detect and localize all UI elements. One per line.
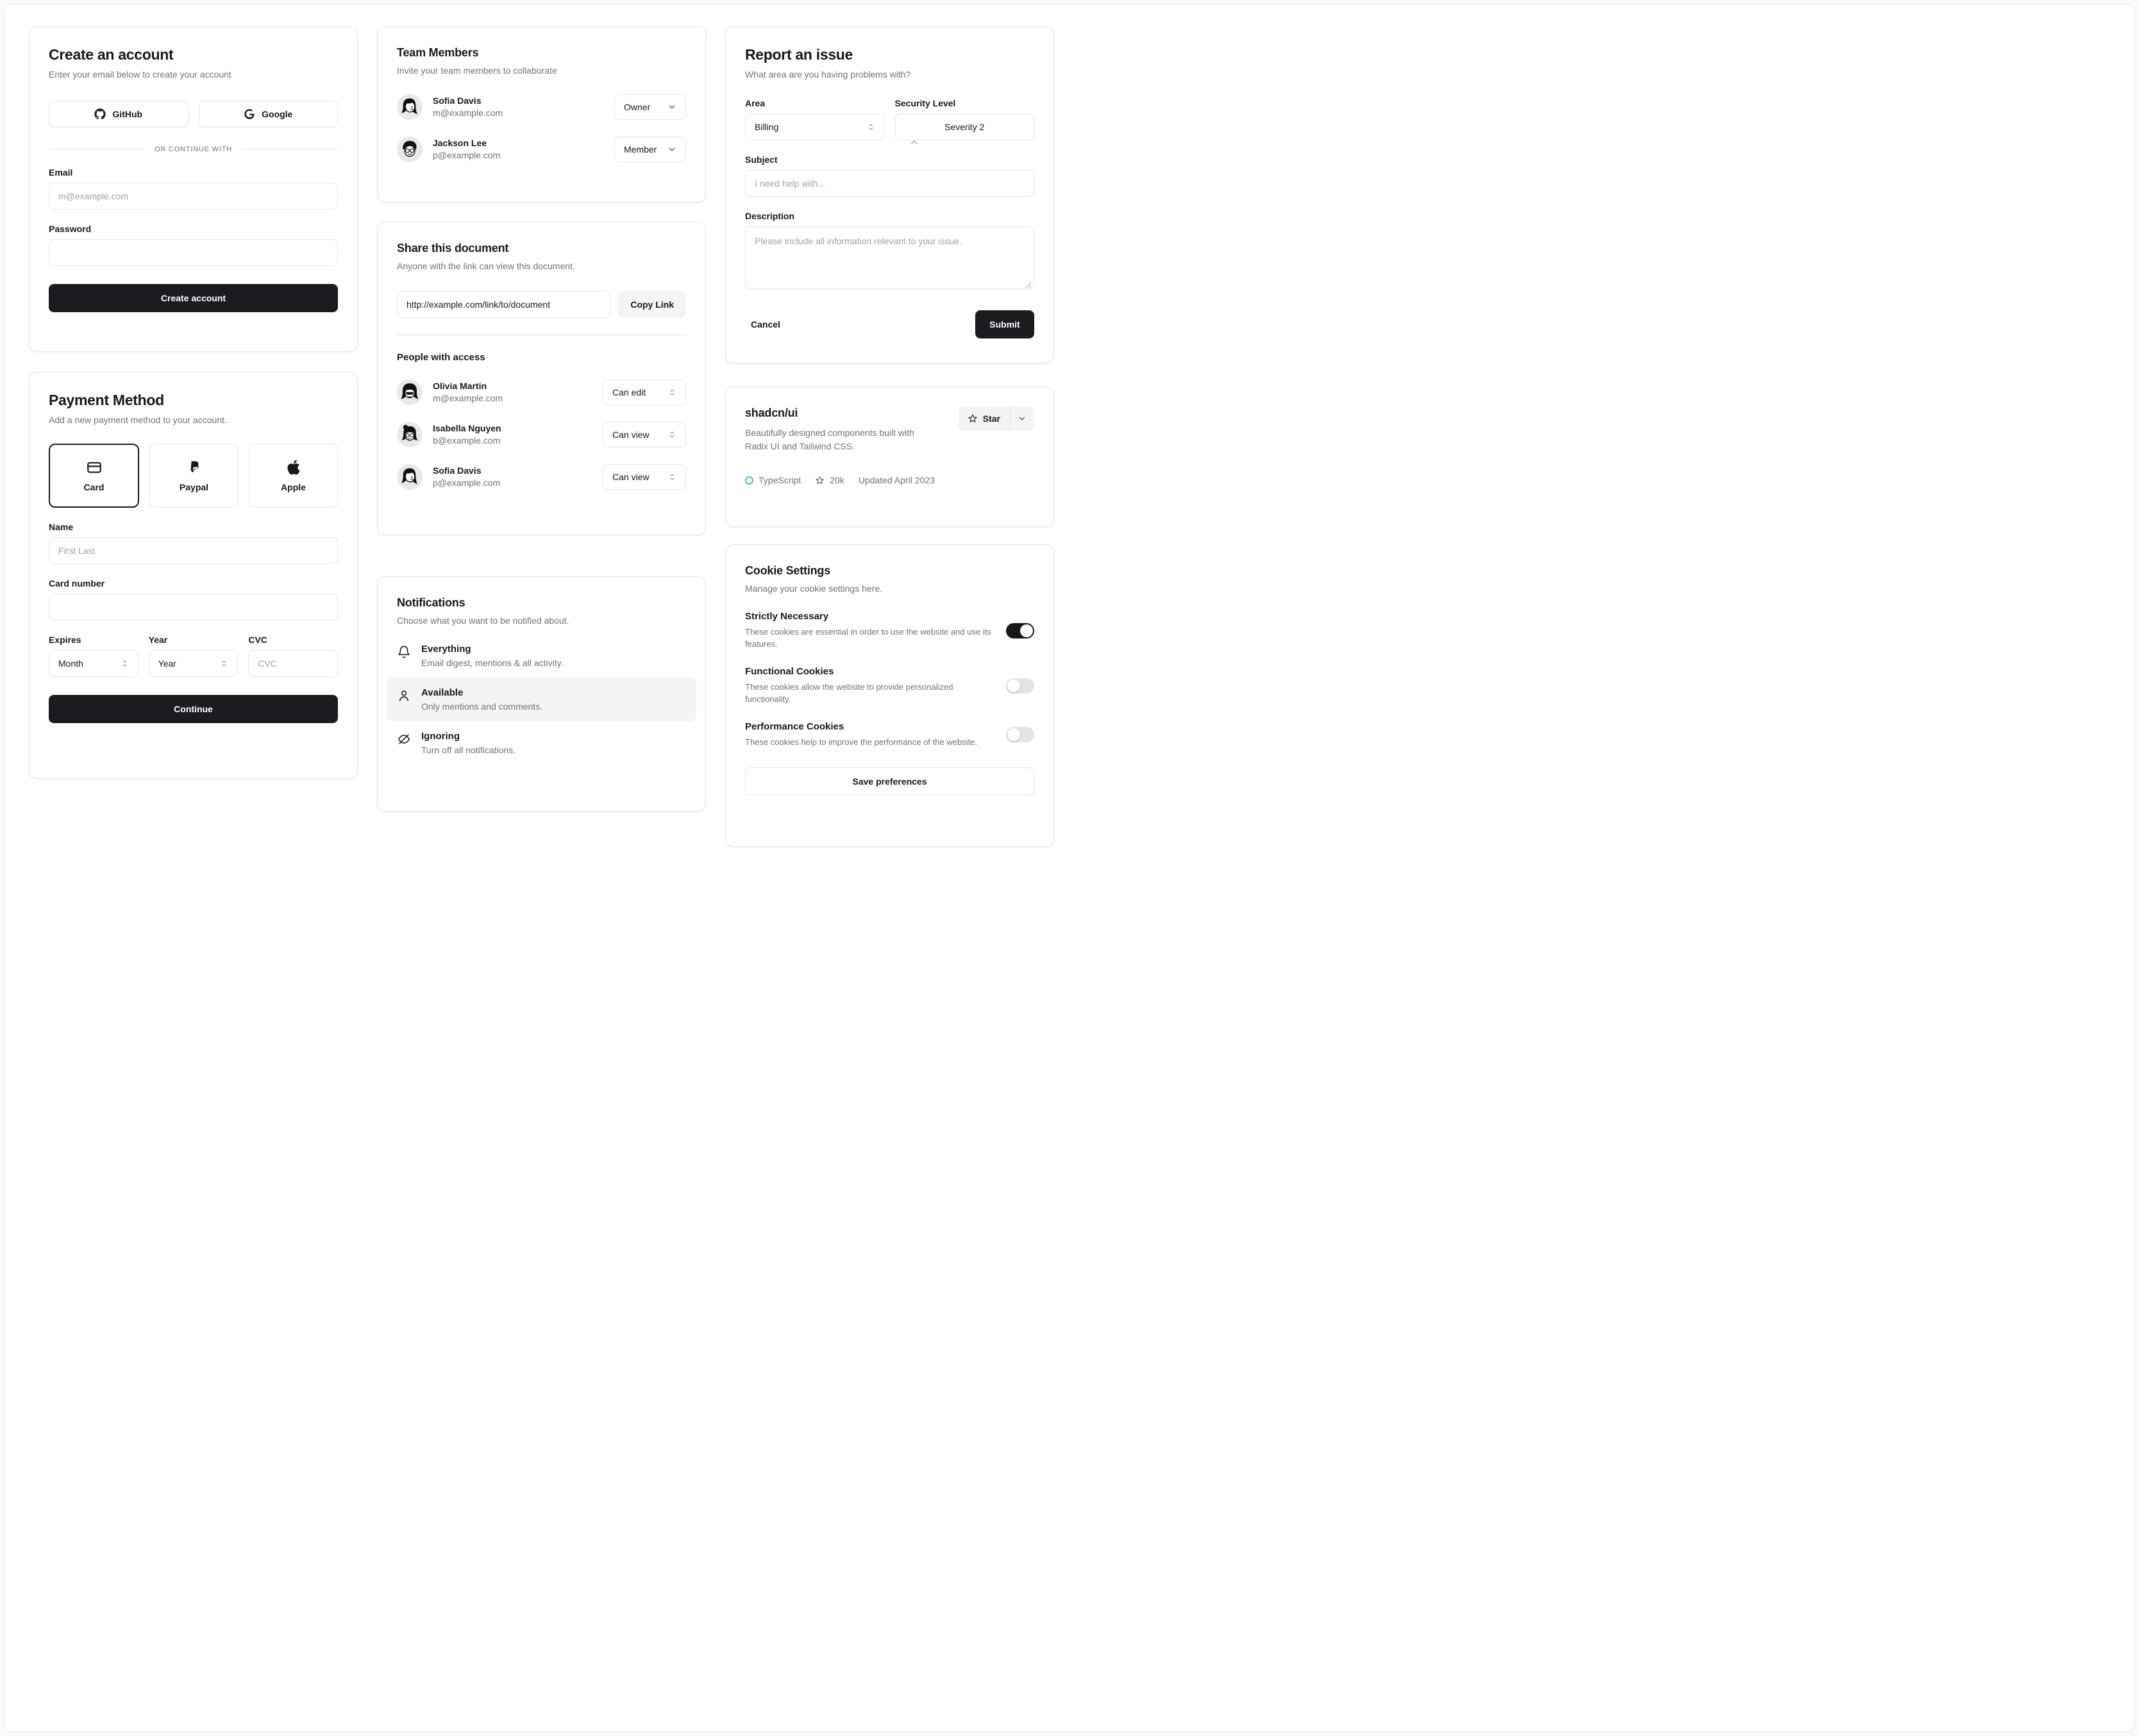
submit-button[interactable]: Submit <box>975 310 1034 338</box>
cvc-label: CVC <box>248 634 267 645</box>
eye-off-icon <box>397 732 411 746</box>
team-member-row <box>397 94 686 120</box>
access-person-row <box>397 422 686 447</box>
payment-option-label: Card <box>83 481 105 492</box>
chevron-updown-icon <box>867 122 875 131</box>
subject-label: Subject <box>745 154 778 165</box>
permission-value: Can view <box>612 429 650 440</box>
chevron-down-icon <box>667 145 676 154</box>
password-field[interactable] <box>49 239 338 266</box>
access-person-row <box>397 380 686 405</box>
description-field[interactable] <box>745 226 1034 289</box>
card-title: Create an account <box>49 46 174 63</box>
toggle-knob <box>1020 624 1033 637</box>
repo-stars <box>815 475 844 485</box>
card-subtitle: Choose what you want to be notified about. <box>397 615 569 626</box>
functional-cookies-toggle[interactable] <box>1006 678 1034 694</box>
permission-select[interactable] <box>603 380 686 405</box>
star-button[interactable] <box>959 413 1009 424</box>
report-issue-card <box>725 26 1054 363</box>
cvc-field[interactable] <box>248 650 338 677</box>
email-field[interactable] <box>49 183 338 210</box>
team-member-row <box>397 137 686 162</box>
card-title: Notifications <box>397 596 466 609</box>
security-level-label: Security Level <box>894 97 956 108</box>
security-level-select[interactable] <box>895 113 1035 140</box>
repo-card <box>725 387 1054 527</box>
repo-updated: Updated April 2023 <box>858 475 935 485</box>
strictly-necessary-toggle[interactable] <box>1006 623 1034 638</box>
card-subtitle: Anyone with the link can view this document. <box>397 261 575 271</box>
star-icon <box>968 413 978 424</box>
payment-option-apple[interactable] <box>249 444 338 508</box>
save-preferences-button[interactable]: Save preferences <box>745 767 1034 796</box>
member-email: m@example.com <box>433 108 503 119</box>
person-name: Isabella Nguyen <box>433 423 501 434</box>
role-value: Member <box>624 144 657 154</box>
year-label: Year <box>148 634 168 645</box>
payment-option-paypal[interactable] <box>149 444 239 508</box>
option-label: Available <box>421 687 464 698</box>
chevron-updown-icon <box>121 659 129 668</box>
google-button[interactable] <box>199 101 339 128</box>
permission-select[interactable] <box>603 464 686 490</box>
avatar <box>397 94 423 120</box>
payment-option-card[interactable] <box>49 444 139 508</box>
area-select[interactable] <box>745 113 885 140</box>
payment-option-label: Apple <box>281 481 306 492</box>
expires-label: Expires <box>49 634 81 645</box>
access-person-row <box>397 464 686 490</box>
avatar <box>397 137 423 162</box>
member-name: Sofia Davis <box>433 96 482 106</box>
repo-language-label: TypeScript <box>759 475 801 485</box>
credit-card-icon <box>86 459 103 476</box>
chevron-updown-icon <box>668 430 676 439</box>
cookie-setting-row <box>745 611 1034 651</box>
github-button-label: GitHub <box>112 108 143 119</box>
github-button[interactable] <box>49 101 189 128</box>
typescript-language-dot <box>745 476 753 485</box>
create-account-button[interactable]: Create account <box>49 284 338 312</box>
toggle-knob <box>1007 728 1020 741</box>
cookie-setting-row <box>745 721 1034 749</box>
permission-value: Can view <box>612 471 650 482</box>
github-icon <box>94 108 106 120</box>
repo-title: shadcn/ui <box>745 406 798 419</box>
card-subtitle: Add a new payment method to your account. <box>49 415 227 425</box>
option-description: Only mentions and comments. <box>421 701 543 712</box>
subject-field[interactable] <box>745 170 1034 197</box>
cookie-label: Strictly Necessary <box>745 610 829 622</box>
repo-description: Beautifully designed components built with Radix UI and Tailwind CSS. <box>745 428 914 451</box>
or-divider <box>49 146 338 153</box>
team-members-card <box>377 26 706 203</box>
security-level-value: Severity 2 <box>944 121 985 132</box>
payment-method-card <box>29 372 358 779</box>
cookie-setting-row <box>745 666 1034 706</box>
share-link-input[interactable] <box>397 291 610 318</box>
chevron-updown-icon <box>668 388 676 397</box>
card-number-field[interactable] <box>49 594 338 621</box>
card-title: Team Members <box>397 46 479 59</box>
notification-option-ignoring[interactable] <box>387 721 696 765</box>
page-container <box>4 4 2135 1732</box>
chevron-down-icon <box>1018 414 1027 423</box>
apple-icon <box>287 459 301 476</box>
google-button-label: Google <box>262 108 293 119</box>
card-title: Cookie Settings <box>745 564 831 577</box>
continue-button[interactable]: Continue <box>49 695 338 723</box>
cookie-description: These cookies allow the website to provide personalized functionality. <box>745 681 953 705</box>
chevron-down-icon <box>667 103 676 112</box>
repo-language <box>745 475 801 485</box>
expires-month-select[interactable] <box>49 650 138 677</box>
option-description: Turn off all notifications. <box>421 744 516 755</box>
chevron-updown-icon <box>668 472 676 481</box>
member-email: p@example.com <box>433 150 501 161</box>
notification-option-everything[interactable] <box>387 634 696 678</box>
repo-stars-count: 20k <box>830 475 844 485</box>
cookie-settings-card <box>725 544 1054 847</box>
person-name: Olivia Martin <box>433 381 487 392</box>
star-dropdown-button[interactable] <box>1010 414 1034 423</box>
paypal-icon <box>187 459 202 476</box>
card-subtitle: What area are you having problems with? <box>745 69 911 79</box>
person-email: p@example.com <box>433 478 501 488</box>
google-icon <box>244 108 255 120</box>
person-email: m@example.com <box>433 393 503 404</box>
person-email: b@example.com <box>433 435 501 446</box>
card-title: Payment Method <box>49 392 164 408</box>
people-with-access-label: People with access <box>397 351 485 363</box>
card-subtitle: Invite your team members to collaborate <box>397 65 557 76</box>
bell-icon <box>397 645 411 659</box>
scroll-up-icon <box>910 139 919 145</box>
option-label: Ignoring <box>421 730 460 742</box>
year-select[interactable] <box>149 650 239 677</box>
notifications-card <box>377 576 706 812</box>
name-field[interactable] <box>49 537 338 564</box>
cookie-label: Performance Cookies <box>745 721 844 732</box>
copy-link-button[interactable]: Copy Link <box>618 291 686 318</box>
performance-cookies-toggle[interactable] <box>1006 727 1034 742</box>
notification-option-available[interactable] <box>387 678 696 721</box>
or-divider-label: OR CONTINUE WITH <box>155 145 232 153</box>
expires-month-value: Month <box>58 658 83 669</box>
description-label: Description <box>745 210 795 221</box>
cookie-description: These cookies are essential in order to use the website and use its features. <box>745 626 991 649</box>
star-button-label: Star <box>982 413 1000 424</box>
chevron-updown-icon <box>220 659 228 668</box>
role-select[interactable] <box>614 137 686 162</box>
password-label: Password <box>49 223 92 234</box>
person-name: Sofia Davis <box>433 465 482 476</box>
avatar <box>397 380 423 405</box>
option-label: Everything <box>421 643 471 655</box>
avatar <box>397 422 423 447</box>
member-name: Jackson Lee <box>433 138 487 149</box>
cookie-label: Functional Cookies <box>745 665 834 677</box>
toggle-knob <box>1007 680 1020 692</box>
avatar <box>397 464 423 490</box>
share-document-card <box>377 222 706 535</box>
year-value: Year <box>158 658 176 669</box>
star-icon <box>815 476 825 485</box>
role-value: Owner <box>624 101 651 112</box>
cookie-description: These cookies help to improve the performance of the website. <box>745 737 978 747</box>
permission-select[interactable] <box>603 422 686 447</box>
name-label: Name <box>49 521 74 532</box>
card-subtitle: Manage your cookie settings here. <box>745 583 883 594</box>
email-label: Email <box>49 167 73 178</box>
create-account-card <box>29 26 358 352</box>
star-button-group <box>959 406 1034 431</box>
card-number-label: Card number <box>49 578 105 588</box>
card-subtitle: Enter your email below to create your account <box>49 69 231 79</box>
area-value: Billing <box>755 121 779 132</box>
cancel-button[interactable]: Cancel <box>745 310 786 338</box>
role-select[interactable] <box>614 94 686 120</box>
resize-handle-icon[interactable] <box>1025 282 1032 288</box>
person-icon <box>397 689 411 703</box>
payment-option-label: Paypal <box>179 481 209 492</box>
permission-value: Can edit <box>612 387 646 397</box>
option-description: Email digest, mentions & all activity. <box>421 657 564 668</box>
card-title: Report an issue <box>745 46 853 63</box>
area-label: Area <box>745 97 766 108</box>
card-title: Share this document <box>397 242 509 255</box>
